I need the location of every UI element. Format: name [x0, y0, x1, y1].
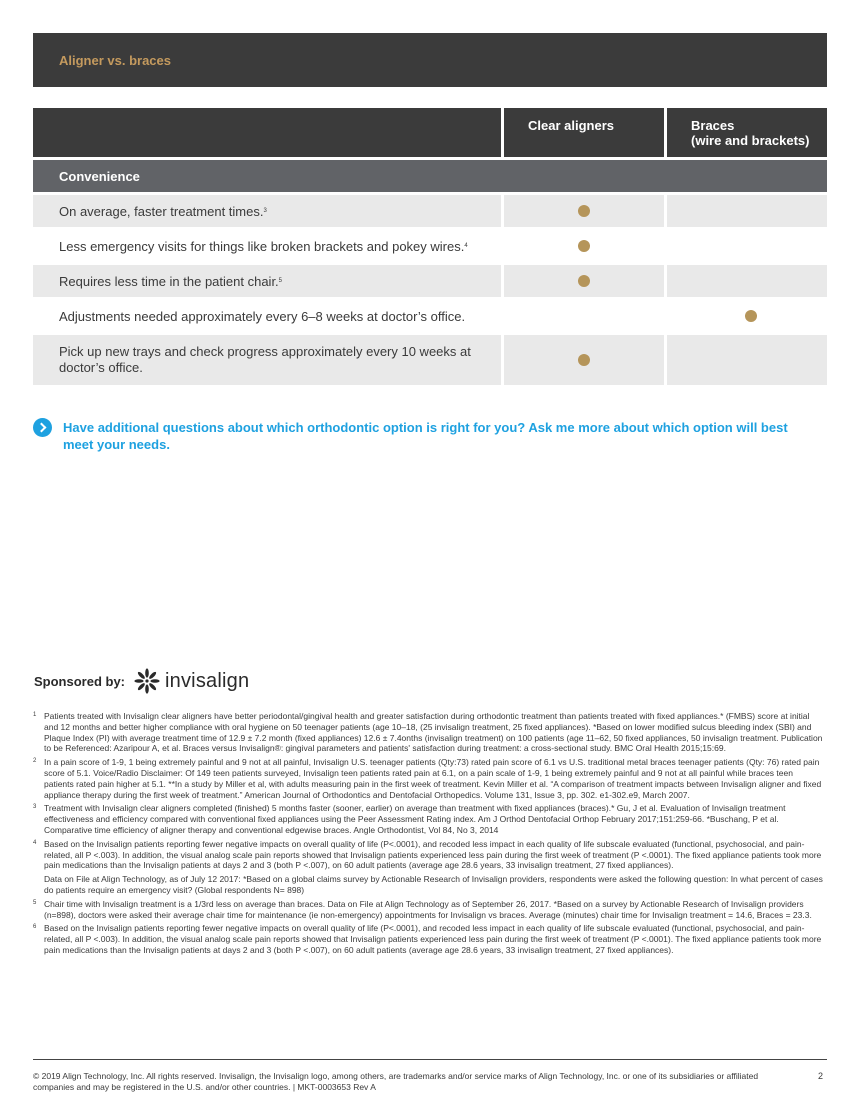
page-number: 2 [818, 1071, 824, 1081]
braces-cell [667, 300, 827, 332]
aligner-cell [504, 230, 664, 262]
braces-cell [667, 230, 827, 262]
footnote-1: 1 Patients treated with Invisalign clear aligners have better periodontal/gingival health and greater satisfaction during orthodontic treatment than patients treated with fixed appliances.* (FMBS) score at initial and 12 months and better higher compliance with oral hygiene on 50 teenager patients (age 10–18, (25 invisalign treatment, 25 fixed appliances). *Based on lower modified sulcus bleeding index (SBI) and Plaque Index (PI) with average treatment time of 12.9 ± 7.2 month (fixed appliances) 12.6 ± 7.4onths (invisalign treatment) on 100 patients (age 11–62, 50 fixed appliances, 50 invisalign treatment. Publication to be Referenced: Azaripour A, et al. Braces versus Invisalign®: gingival parameters and patients' satisfaction during treatment: a cross-sectional study. BMC Oral Health 2015;15:69. [33, 711, 823, 754]
braces-cell [667, 265, 827, 297]
table-row [33, 300, 827, 332]
footnote-4-data: Data on File at Align Technology, as of July 12 2017: *Based on a global claims survey by Actionable Research of Invisalign providers, respondents were asked the following question: In what percent of cases do patients require an emergency visit? (Global respondents N= 898) [44, 874, 823, 895]
footnote-3: 3 Treatment with Invisalign clear aligners completed (finished) 5 months faster (sooner, earlier) on average than treatment with fixed appliances (braces).* Gu, J et al. Evaluation of Invisalign treatment effectiveness and efficiency compared with conventional fixed appliances using the Peer Assessment Rating index. Am J Orthod Dentofacial Orthop February 2017;151:259-66. *Buschang, P et al. Comparative time efficiency of aligner therapy and conventional edgewise braces. Angle Orthodontist, Vol 84, No 3, 2014 [33, 803, 786, 835]
footnote-5: 5 Chair time with Invisalign treatment is a 1/3rd less on average than braces. Data on File at Align Technology as of September 26, 2017. *Based on a survey by Actionable Research of Invisalign providers (n=898), doctors were asked their average chair time for maintenance (ie non-emergency) appointments for Invisalign vs braces. Average (minutes) chair time for Invisalign treatment = 14.6, Braces = 23.3. [33, 898, 812, 920]
check-dot-icon [745, 310, 757, 322]
braces-cell [667, 335, 827, 385]
invisalign-star-logo-icon [133, 667, 161, 695]
legal-text: © 2019 Align Technology, Inc. All rights reserved. Invisalign, the Invisalign logo, among others, are trademarks and/or service marks of Align Technology, Inc. or one of its subsidiaries or affiliated companies and may be registered in the U.S. and/or other countries. | MKT-0003653 Rev A [33, 1071, 759, 1092]
footnote-2: 2 In a pain score of 1-9, 1 being extremely painful and 9 not at all painful, Invisalign U.S. teenager patients (Qty:73) rated pain score of 6.1 vs U.S. traditional metal braces teenager patients (Qty: 76) rated pain score of 5.1. Voice/Radio Disclaimer: Of 149 teen patients surveyed, Invisalign teen patients rated pain at 6.1, on a pain scale of 1-9, 1 being extremely painful and 9 not at all painful while braces teen patients rated pain higher at 5.1. **In a study by Miller et al, with adults measuring pain in the first week of treatment. Kevin Miller et al. “A comparison of treatment impacts between Invisalign aligner and fixed appliance therapy during the first week of treatment.” American Journal of Orthodontics and Dentofacial Orthopedics. Volume 131, Issue 3, pp. 302. e1-302.e9, March 2007. [33, 757, 822, 800]
cta-text: Have additional questions about which orthodontic option is right for you? Ask me more about which option will best meet your needs. [63, 420, 788, 452]
row-label: Less emergency visits for things like broken brackets and pokey wires. 4 [59, 238, 468, 254]
header-clear-aligners: Clear aligners [504, 108, 664, 157]
header-braces-line2: (wire and brackets) [691, 133, 810, 148]
page-title: Aligner vs. braces [59, 53, 171, 68]
title-bar [33, 33, 827, 87]
section-convenience: Convenience [33, 160, 827, 192]
table-row [33, 230, 827, 262]
footer-divider [33, 1059, 827, 1060]
footnote-4: 4 Based on the Invisalign patients reporting fewer negative impacts on overall quality of life (P<.0001), and recoded less impact in each quality of life subscale evaluated (functional, psychosocial, and pain-related, all P <.003). In addition, the visual analog scale pain reports showed that Invisalign patients experienced less pain during the first week of treatment (P <.0001). The fixed appliance patients took more pain medications than the Invisalign patients at days 2 and 3 (both P <.007), on 60 adult patients (average age 28.6 years, 33 invisalign treatment, 27 fixed appliances). [33, 838, 822, 871]
check-dot-icon [578, 354, 590, 366]
check-dot-icon [578, 205, 590, 217]
comparison-table [33, 108, 827, 385]
table-header [33, 108, 827, 157]
row-label: Adjustments needed approximately every 6–8 weeks at doctor’s office. [59, 308, 466, 324]
table-row [33, 265, 827, 297]
aligner-cell [504, 195, 664, 227]
aligner-cell [504, 335, 664, 385]
footnotes [33, 711, 823, 959]
sponsor-block [34, 668, 249, 694]
row-label: Pick up new trays and check progress approximately every 10 weeks at doctor’s office. [33, 335, 501, 385]
sponsor-label: Sponsored by: [34, 673, 126, 689]
aligner-cell [504, 300, 664, 332]
check-dot-icon [578, 275, 590, 287]
braces-cell [667, 195, 827, 227]
invisalign-logo-text: invisalign [165, 669, 250, 692]
chevron-right-circle-icon [33, 418, 52, 437]
header-blank-cell [33, 108, 501, 157]
header-braces [667, 108, 827, 157]
table-row [33, 335, 827, 385]
row-label: Requires less time in the patient chair. 5 [33, 265, 501, 297]
footnote-6: 6 Based on the Invisalign patients reporting fewer negative impacts on overall quality of life (P<.0001), and recoded less impact in each quality of life subscale evaluated (functional, psychosocial, and pain-related, all P <.003). In addition, the visual analog scale pain reports showed that Invisalign patients experienced less pain during the first week of treatment (P <.0001). The fixed appliance patients took more pain medications than the Invisalign patients at days 2 and 3 (both P <.007), on 60 adult patients (average age 28.6 years, 33 invisalign treatment, 27 fixed appliances). [33, 923, 822, 955]
table-row [33, 195, 827, 227]
row-label: On average, faster treatment times. 3 [33, 195, 501, 227]
check-dot-icon [578, 240, 590, 252]
header-braces-line1: Braces [691, 118, 735, 133]
aligner-cell [504, 265, 664, 297]
